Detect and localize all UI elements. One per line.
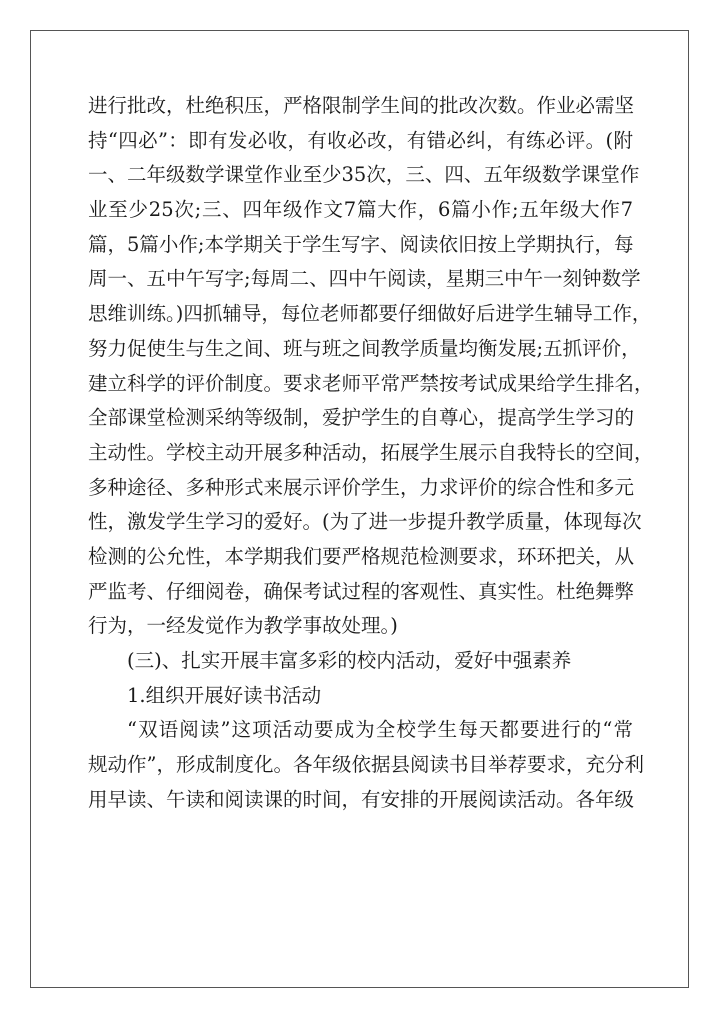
text-line: 进行批改，杜绝积压，严格限制学生间的批改次数。作业必需坚: [88, 94, 635, 117]
text-line: 规动作”，形成制度化。各年级依据县阅读书目举荐要求，充分利: [88, 753, 644, 777]
text-line: 全部课堂检测采纳等级制，爱护学生的自尊心，提高学生学习的: [88, 406, 635, 430]
subsection-heading: 1.组织开展好读书活动: [127, 683, 322, 707]
text-line: 持“四必”：即有发必收，有收必改，有错必纠，有练必评。(附: [88, 128, 633, 152]
text-line: 一、二年级数学课堂作业至少35次，三、四、五年级数学课堂作: [88, 163, 640, 187]
text-line: 检测的公允性，本学期我们要严格规范检测要求，环环把关，从: [88, 544, 635, 568]
text-line: 严监考、仔细阅卷，确保考试过程的客观性、真实性。杜绝舞弊: [88, 579, 635, 603]
text-line: 建立科学的评价制度。要求老师平常严禁按考试成果给学生排名，: [88, 371, 654, 395]
text-line: 多种途径、多种形式来展示评价学生，力求评价的综合性和多元: [88, 475, 635, 499]
document-body: [88, 89, 654, 817]
text-line: 行为，一经发觉作为教学事故处理。): [88, 614, 398, 638]
text-line: 用早读、午读和阅读课的时间，有安排的开展阅读活动。各年级: [88, 787, 635, 811]
text-line: 主动性。学校主动开展多种活动，拓展学生展示自我特长的空间，: [88, 440, 654, 464]
text-line: 思维训练。)四抓辅导，每位老师都要仔细做好后进学生辅导工作，: [88, 302, 652, 326]
paragraph-first-line: “双语阅读”这项活动要成为全校学生每天都要进行的“常: [127, 718, 633, 742]
text-line: 篇，5篇小作;本学期关于学生写字、阅读依旧按上学期执行，每: [88, 232, 634, 256]
text-line: 性，激发学生学习的爱好。(为了进一步提升教学质量，体现每次: [88, 510, 642, 534]
text-line: 努力促使生与生之间、班与班之间教学质量均衡发展;五抓评价，: [88, 336, 641, 360]
text-line: 业至少25次;三、四年级作文7篇大作，6篇小作;五年级大作7: [88, 198, 633, 222]
section-heading: (三)、扎实开展丰富多彩的校内活动，爱好中强素养: [127, 649, 572, 672]
text-line: 周一、五中午写字;每周二、四中午阅读，星期三中午一刻钟数学: [88, 267, 641, 291]
